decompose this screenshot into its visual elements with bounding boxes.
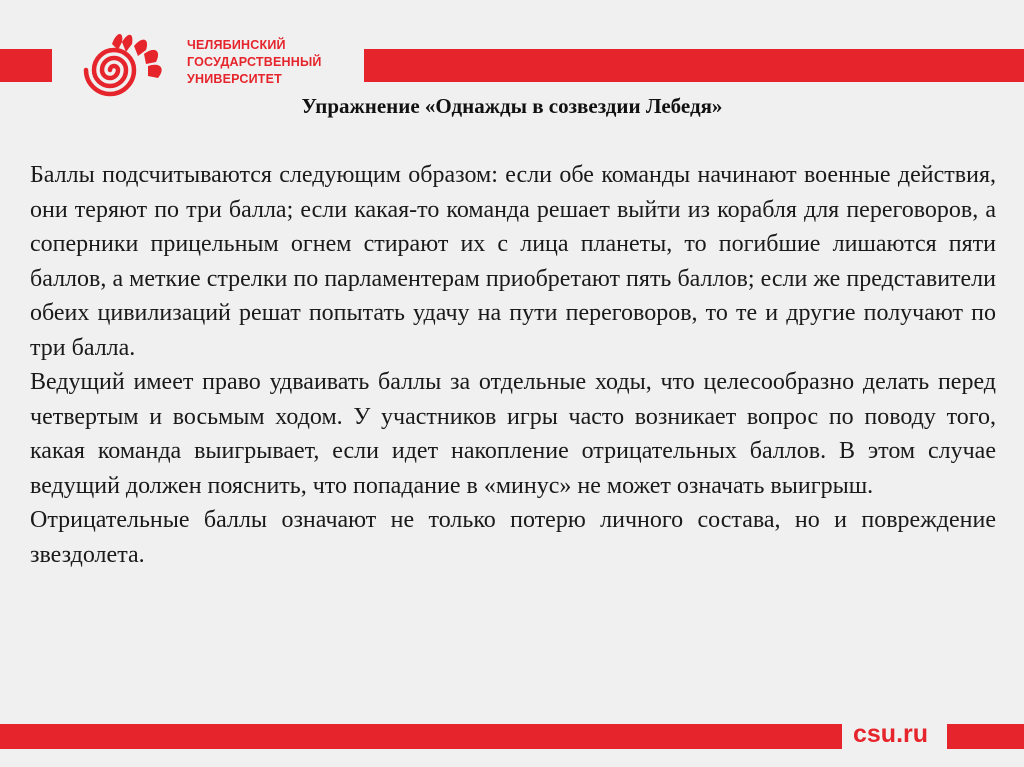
body-paragraph-3: Отрицательные баллы означают не только потерю личного состава, но и повреждение звездолета. xyxy=(30,507,996,568)
university-logo-icon xyxy=(76,30,186,100)
body-paragraph-1: Баллы подсчитываются следующим образом: если обе команды начинают военные действия, они теряют по три балла; если какая-то команда решает выйти из корабля для переговоров, а соперники прицельным огнем стирают их с лица планеты, то погибшие лишаются пяти баллов, а меткие стрелки по парламентерам приобретают пять баллов; если же представители обеих цивилизаций решат попытать удачу на пути переговоров, то те и другие получают по три балла. xyxy=(30,162,996,361)
footer-bar-right xyxy=(947,724,1024,749)
footer-site-link[interactable]: csu.ru xyxy=(853,720,929,748)
slide-title: Упражнение «Однажды в созвездии Лебедя» xyxy=(301,94,723,118)
header-bar-left xyxy=(0,49,52,82)
university-name xyxy=(187,37,322,88)
footer-bar-left xyxy=(0,724,842,749)
header-bar-right xyxy=(364,49,1024,82)
body-paragraph-2: Ведущий имеет право удваивать баллы за отдельные ходы, что целесообразно делать перед четвертым и восьмым ходом. У участников игры часто возникает вопрос по поводу того, какая команда выигрывает, если идет накопление отрицательных баллов. В этом случае ведущий должен пояснить, что попадание в «минус» не может означать выигрыш. xyxy=(30,369,996,499)
university-name-line-1: ЧЕЛЯБИНСКИЙ xyxy=(187,38,286,52)
university-name-line-2: ГОСУДАРСТВЕННЫЙ xyxy=(187,55,322,69)
slide-body xyxy=(30,158,996,572)
university-name-line-3: УНИВЕРСИТЕТ xyxy=(187,72,282,86)
